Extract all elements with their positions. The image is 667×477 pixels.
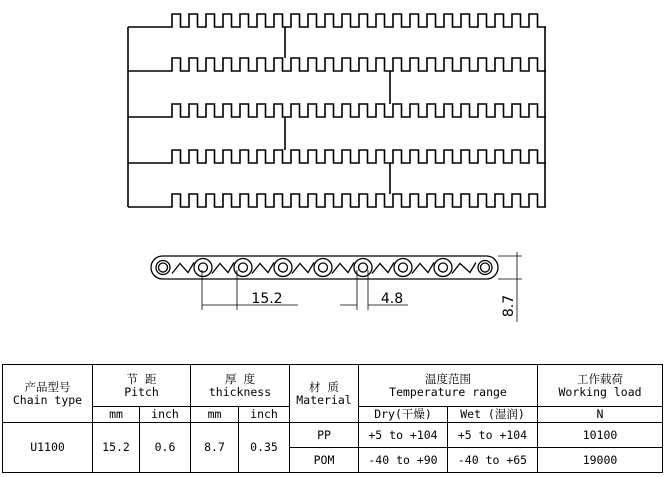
link-profile-line: [332, 263, 354, 274]
unit-pitch-inch: inch: [140, 407, 191, 423]
cell-dry: -40 to +90: [359, 448, 448, 473]
unit-thickness-inch: inch: [239, 407, 290, 423]
cell-dry: +5 to +104: [359, 423, 448, 448]
hinge-pin-hole: [399, 263, 408, 272]
spec-table: [2, 364, 663, 473]
gap-dimension: [340, 270, 408, 310]
gap-dimension-label: 4.8: [380, 291, 404, 307]
cell-pitch-mm: 15.2: [93, 423, 140, 473]
table-row: [3, 423, 663, 448]
header-material: 材 质 Material: [290, 365, 359, 423]
header-chain-type: 产品型号 Chain type: [3, 365, 93, 423]
cell-load: 10100: [538, 423, 663, 448]
header-working-load: 工作载荷 Working load: [538, 365, 663, 407]
unit-pitch-mm: mm: [93, 407, 140, 423]
cell-wet: +5 to +104: [448, 423, 538, 448]
cell-wet: -40 to +65: [448, 448, 538, 473]
link-profile-line: [372, 263, 394, 274]
hinge-knuckle: [314, 259, 332, 277]
unit-dry: Dry(干燥): [359, 407, 448, 423]
unit-load: N: [538, 407, 663, 423]
hinge-knuckle: [394, 259, 412, 277]
cell-thickness-inch: 0.35: [239, 423, 290, 473]
chain-side-view: [151, 256, 498, 279]
hinge-pin-hole: [359, 263, 368, 272]
cell-load: 19000: [538, 448, 663, 473]
link-profile-line: [172, 263, 194, 274]
hinge-pin-hole: [159, 263, 168, 272]
hinge-pin-hole: [439, 263, 448, 272]
cell-thickness-mm: 8.7: [191, 423, 239, 473]
chain-top-view: [128, 14, 546, 207]
unit-thickness-mm: mm: [191, 407, 239, 423]
hinge-knuckle: [434, 259, 452, 277]
header-temperature: 温度范围 Temperature range: [359, 365, 538, 407]
link-profile-line: [452, 263, 476, 274]
header-thickness: 厚 度 thickness: [191, 365, 290, 407]
height-dimension: [498, 252, 522, 322]
link-profile-line: [252, 263, 274, 274]
hinge-pin-hole: [319, 263, 328, 272]
cell-pitch-inch: 0.6: [140, 423, 191, 473]
header-pitch: 节 距 Pitch: [93, 365, 191, 407]
link-profile-line: [412, 263, 434, 274]
link-profile-line: [212, 263, 234, 274]
link-profile-line: [292, 263, 314, 274]
chain-module-outline: [128, 14, 546, 207]
cell-chain-type: U1100: [3, 423, 93, 473]
height-dimension-label: 8.7: [501, 294, 517, 318]
hinge-pin-hole: [279, 263, 288, 272]
unit-wet: Wet (湿润): [448, 407, 538, 423]
pitch-dimension-label: 15.2: [251, 291, 283, 307]
cell-material: POM: [290, 448, 359, 473]
hinge-pin-hole: [481, 263, 490, 272]
hinge-knuckle: [194, 259, 212, 277]
hinge-pin-hole: [239, 263, 248, 272]
hinge-knuckle: [274, 259, 292, 277]
cell-material: PP: [290, 423, 359, 448]
hinge-pin-hole: [199, 263, 208, 272]
